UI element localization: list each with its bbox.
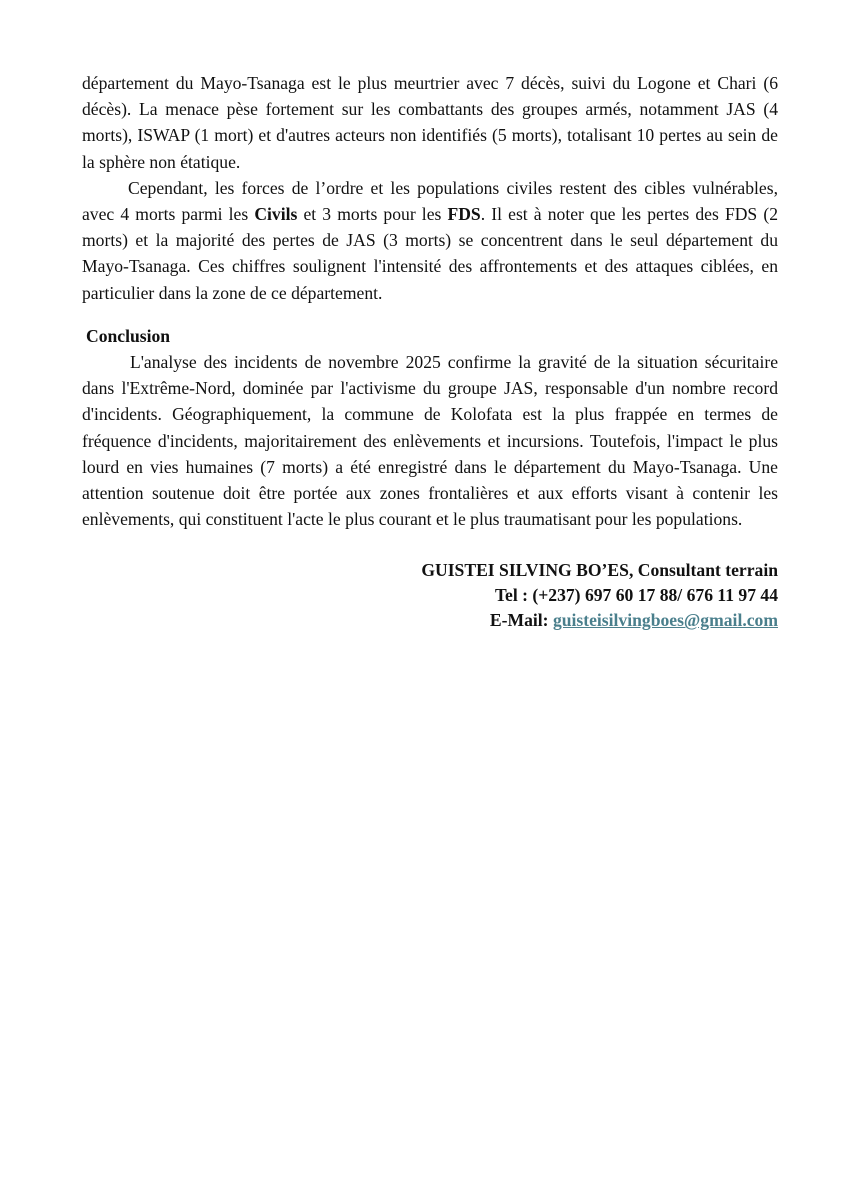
paragraph-casualties: département du Mayo-Tsanaga est le plus meurtrier avec 7 décès, suivi du Logone et Chari (6 décès). La menace pèse fortement sur les combattants des groupes armés, notamment JAS (4 morts), ISWAP (1 mort) et d'autres acteurs non identifiés (5 morts), totalisant 10 pertes au sein de la sphère non étatique.	[82, 73, 778, 172]
conclusion-paragraph: L'analyse des incidents de novembre 2025 confirme la gravité de la situation sécuritaire dans l'Extrême-Nord, dominée par l'activisme du groupe JAS, responsable d'un nombre record d'incidents. Géographiquement, la commune de Kolofata est la plus frappée en termes de fréquence d'incidents, majoritairement des enlèvements et incursions. Toutefois, l'impact le plus lourd en vies humaines (7 morts) a été enregistré dans le département du Mayo-Tsanaga. Une attention soutenue doit être portée aux zones frontalières et aux efforts visant à contenir les enlèvements, qui constituent l'acte le plus courant et le plus traumatisant pour les populations.	[82, 352, 778, 530]
email-link[interactable]: guisteisilvingboes@gmail.com	[552, 610, 778, 631]
bold-civils: Civils	[254, 204, 298, 225]
conclusion-heading: Conclusion	[86, 325, 171, 346]
signature-name: GUISTEI SILVING BO’ES, Consultant terrain	[421, 560, 778, 581]
paragraph-text: . Il est à noter que les pertes des FDS (2 morts) et la majorité des pertes de JAS (3 morts) se concentrent dans le seul département du Mayo-Tsanaga. Ces chiffres soulignent l'intensité des affrontements et des attaques ciblées, en particulier dans la zone de ce département.	[82, 204, 778, 303]
email-label: E-Mail:	[489, 610, 553, 631]
bold-fds: FDS	[447, 204, 481, 225]
document-page	[82, 70, 778, 633]
signature-phone: Tel : (+237) 697 60 17 88/ 676 11 97 44	[494, 585, 778, 606]
paragraph-text: Cependant, les forces de l’ordre et les populations civiles restent des cibles vulnérables, avec 4 morts parmi les	[82, 177, 778, 225]
signature-email-line	[82, 608, 778, 633]
paragraph-vulnerable-targets	[82, 175, 778, 306]
paragraph-text: et 3 morts pour les	[297, 204, 448, 225]
signature-block	[82, 558, 778, 633]
